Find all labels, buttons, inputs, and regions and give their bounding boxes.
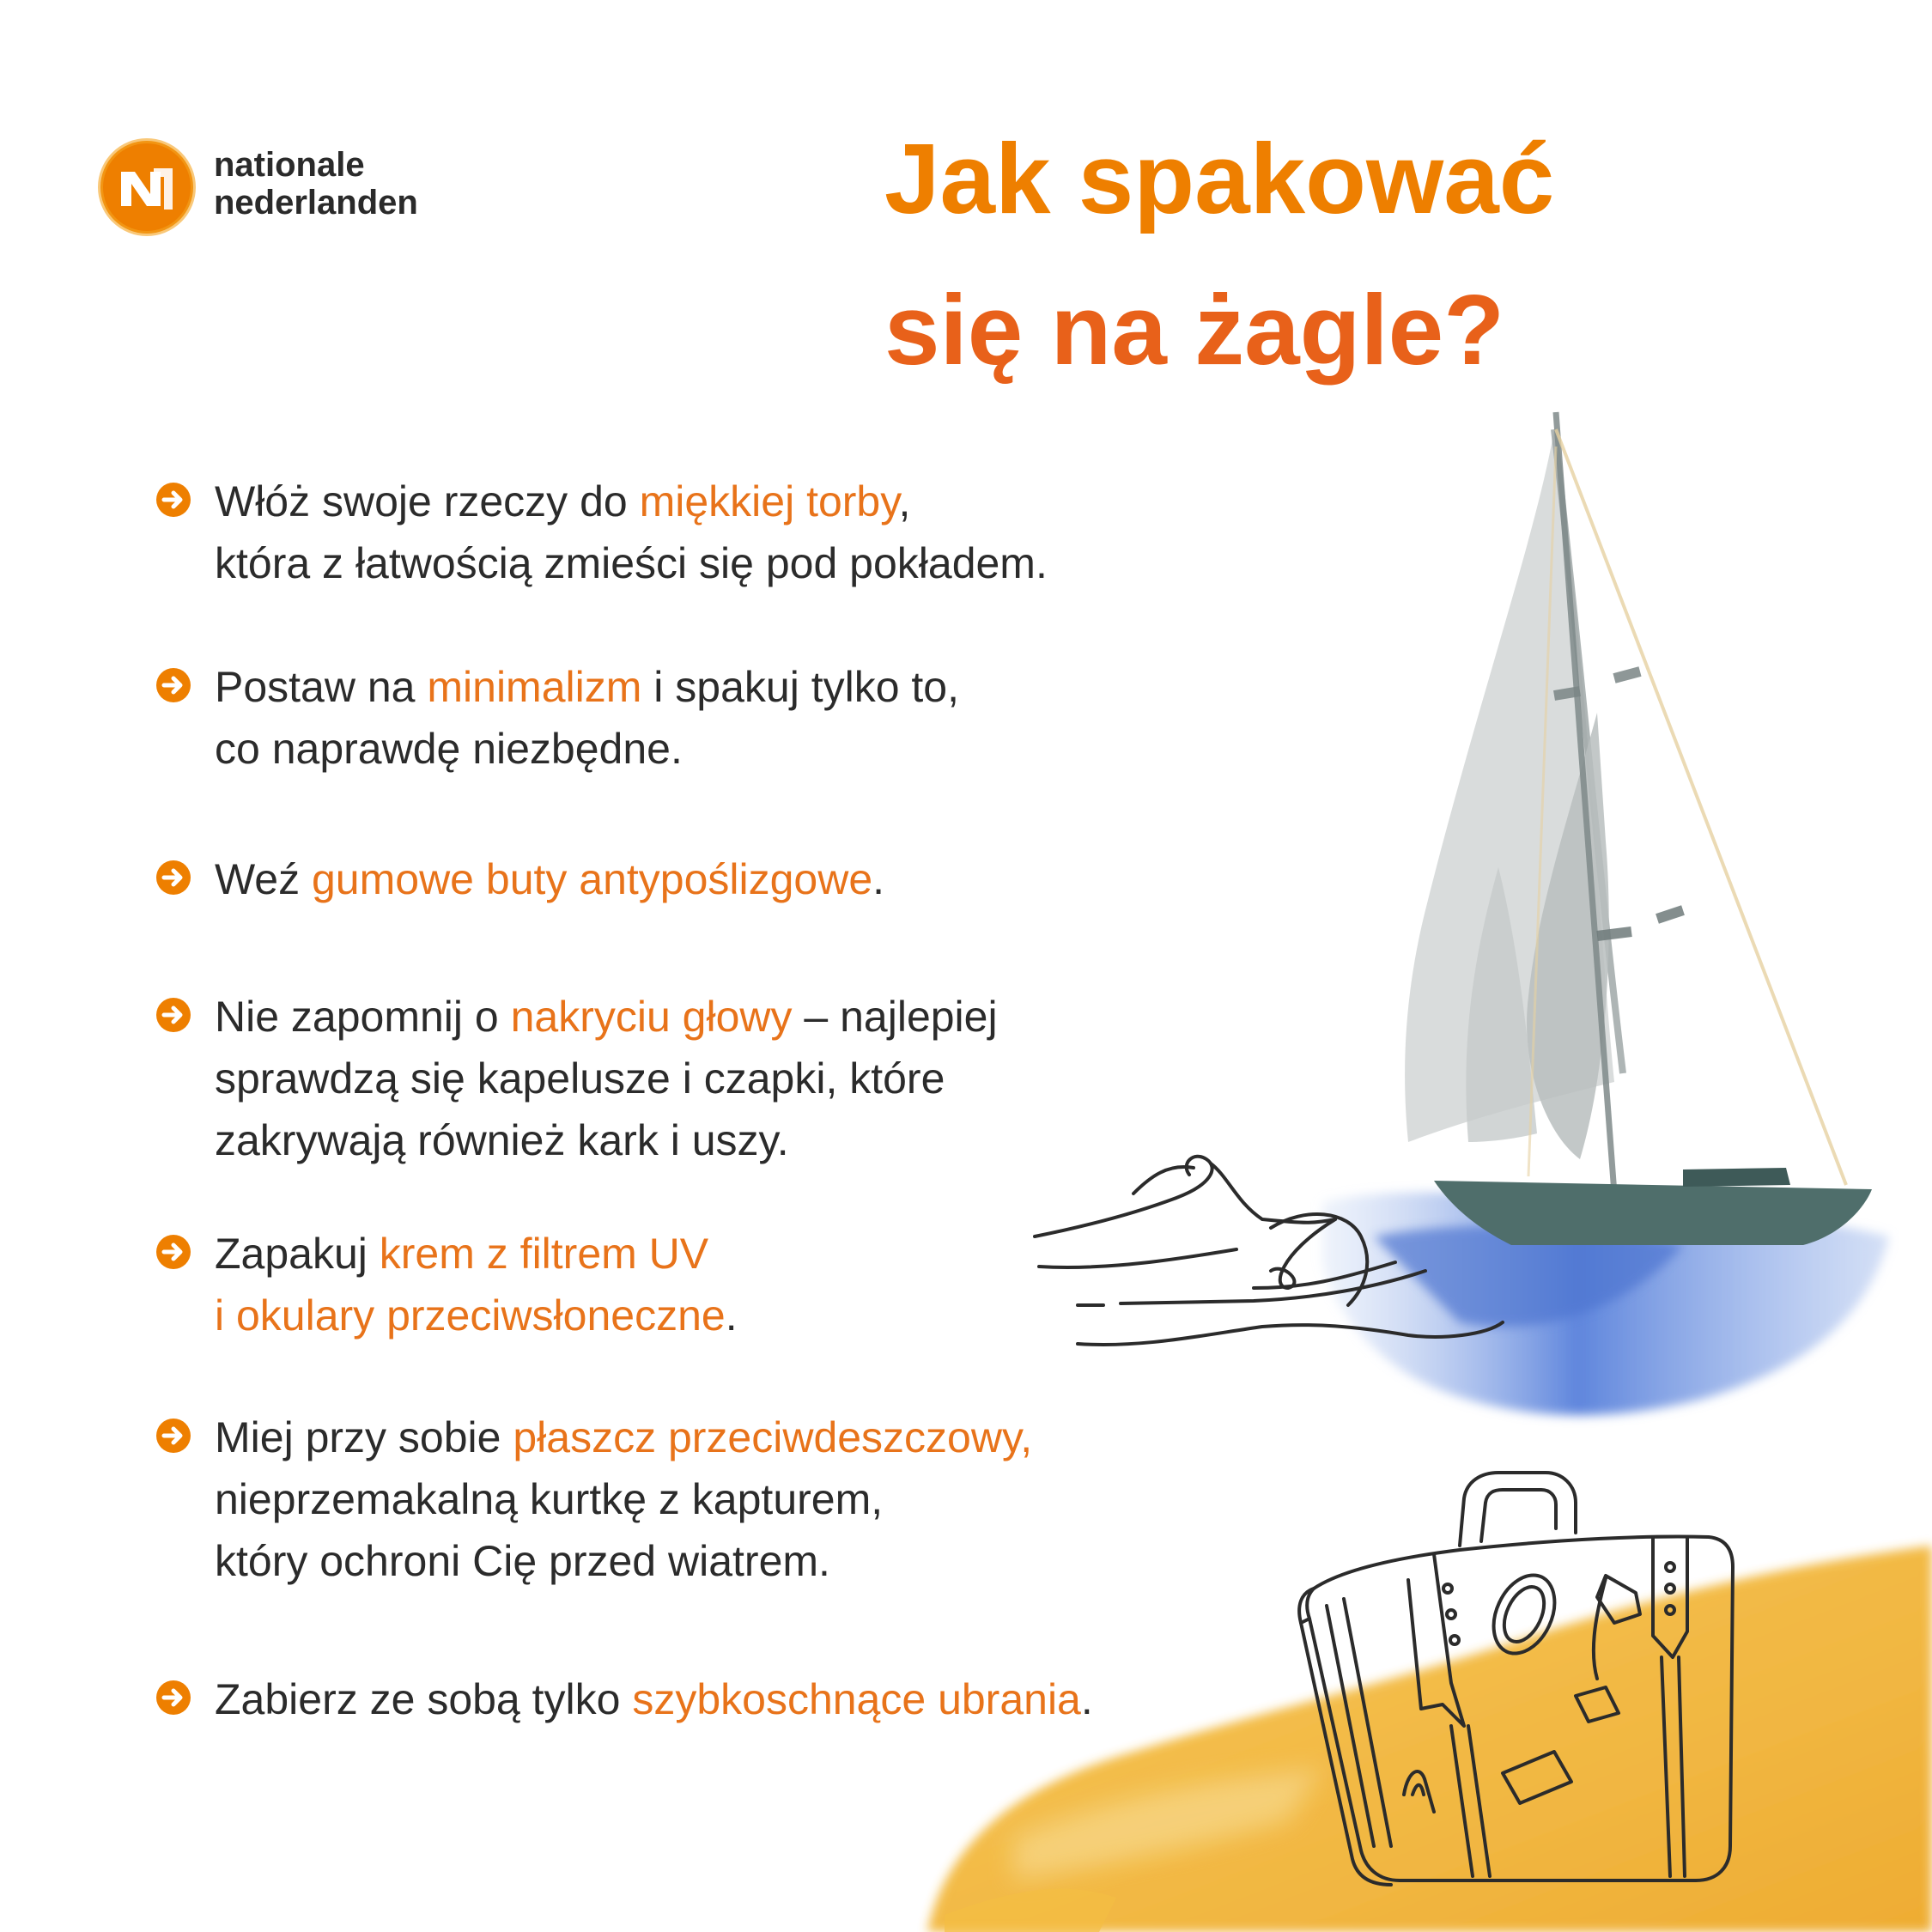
tip-highlight: miękkiej torby	[639, 477, 899, 526]
arrow-right-circle-icon	[155, 1417, 192, 1455]
tip-item	[155, 656, 1271, 780]
nn-logo-icon	[97, 137, 197, 237]
tip-text: Nie zapomnij o	[215, 993, 511, 1041]
arrow-right-circle-icon	[155, 481, 192, 519]
arrow-right-circle-icon	[155, 1679, 192, 1716]
tip-line	[155, 471, 1271, 532]
tip-line	[155, 532, 1271, 594]
tip-text: która z łatwością zmieści się pod pokładem.	[215, 539, 1048, 587]
tip-text: .	[725, 1291, 738, 1340]
tip-highlight: krem z filtrem UV	[379, 1230, 709, 1278]
tip-line	[155, 1285, 1271, 1346]
tip-text: Włóż swoje rzeczy do	[215, 477, 640, 526]
page-title	[884, 103, 1872, 405]
tip-highlight: płaszcz przeciwdeszczowy,	[513, 1413, 1033, 1461]
title-line2: się na żagle?	[884, 274, 1505, 386]
tip-text: Postaw na	[215, 663, 428, 711]
tip-item	[155, 986, 1271, 1171]
tip-item	[155, 471, 1271, 594]
tip-line	[155, 1530, 1271, 1592]
arrow-right-circle-icon	[155, 859, 192, 896]
tip-line	[155, 656, 1271, 718]
title-line1: Jak spakować	[884, 123, 1555, 234]
tip-line	[155, 1668, 1271, 1730]
brand-name-line2: nederlanden	[214, 184, 418, 222]
tip-line	[155, 848, 1271, 910]
tip-item	[155, 1223, 1271, 1346]
sand-watercolor	[927, 1546, 1932, 1932]
tip-highlight: nakryciu głowy	[510, 993, 793, 1041]
arrow-right-circle-icon	[155, 996, 192, 1034]
tip-line	[155, 986, 1271, 1048]
tip-line	[155, 718, 1271, 780]
tip-highlight: i okulary przeciwsłoneczne	[215, 1291, 726, 1340]
tip-text: który ochroni Cię przed wiatrem.	[215, 1537, 830, 1585]
brand-name-line1: nationale	[214, 146, 365, 184]
tip-highlight: gumowe buty antypoślizgowe	[312, 855, 873, 903]
tip-text: zakrywają również kark i uszy.	[215, 1116, 789, 1164]
tip-text: ,	[898, 477, 911, 526]
tip-text: co naprawdę niezbędne.	[215, 725, 683, 773]
tip-text: .	[872, 855, 885, 903]
tip-line	[155, 1223, 1271, 1285]
tip-highlight: szybkoschnące ubrania	[632, 1675, 1081, 1723]
tip-text: Miej przy sobie	[215, 1413, 513, 1461]
arrow-right-circle-icon	[155, 1233, 192, 1271]
tip-item	[155, 1406, 1271, 1592]
tip-text: nieprzemakalną kurtkę z kapturem,	[215, 1475, 884, 1523]
tip-text: sprawdzą się kapelusze i czapki, które	[215, 1054, 945, 1103]
brand-name	[214, 146, 418, 222]
tip-text: .	[1080, 1675, 1093, 1723]
tip-line	[155, 1048, 1271, 1109]
tip-line	[155, 1109, 1271, 1171]
tip-text: – najlepiej	[792, 993, 998, 1041]
tip-text: Zabierz ze sobą tylko	[215, 1675, 633, 1723]
arrow-right-circle-icon	[155, 666, 192, 704]
tip-text: i spakuj tylko to,	[641, 663, 959, 711]
tip-text: Weź	[215, 855, 312, 903]
tip-item	[155, 848, 1271, 910]
tip-highlight: minimalizm	[427, 663, 642, 711]
tip-line	[155, 1406, 1271, 1468]
sailboat-illustration	[1405, 412, 1872, 1245]
brand-logo	[97, 137, 440, 240]
tip-item	[155, 1668, 1271, 1730]
tip-text: Zapakuj	[215, 1230, 380, 1278]
tip-line	[155, 1468, 1271, 1530]
